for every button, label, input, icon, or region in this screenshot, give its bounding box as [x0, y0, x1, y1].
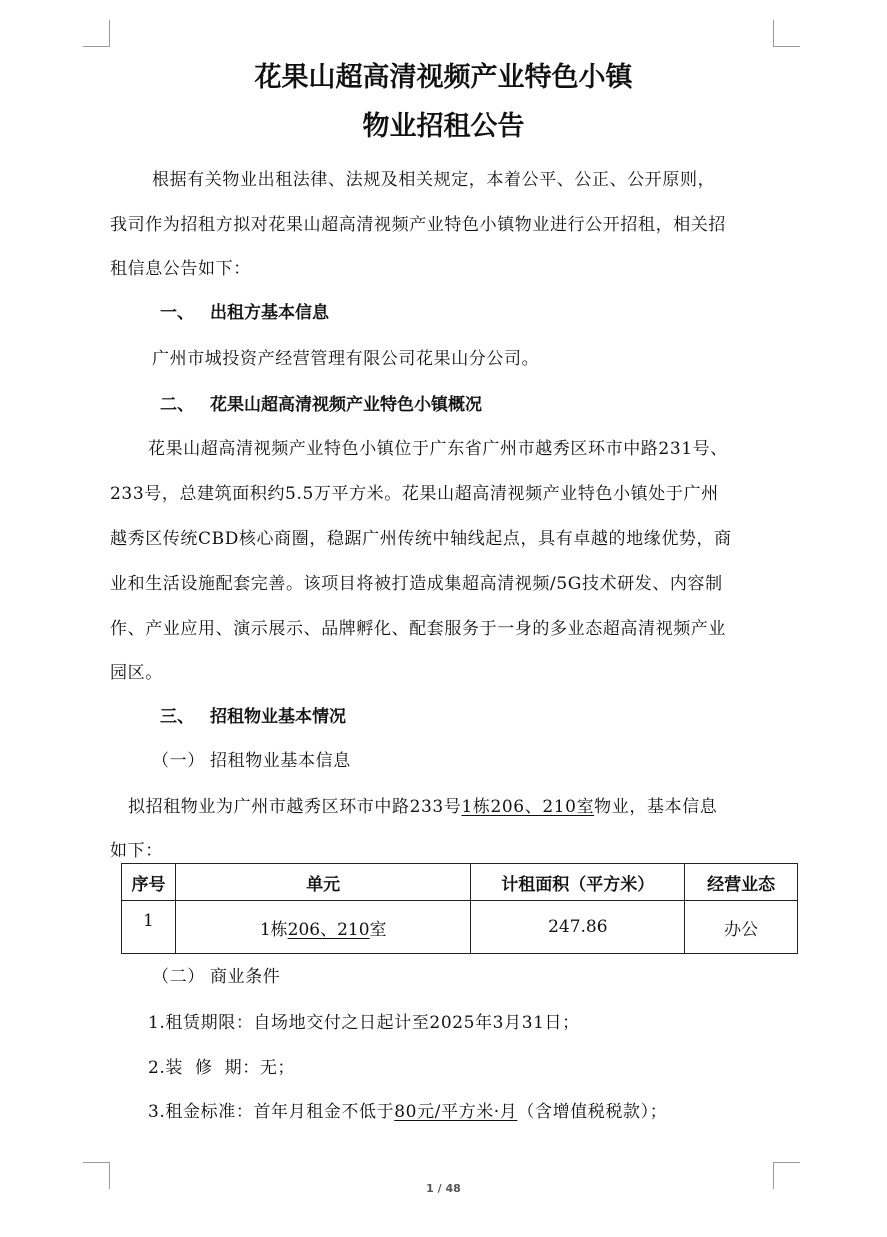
property-text-before: 拟招租物业为广州市越秀区环市中路233号: [128, 797, 462, 817]
subsection1-heading: [152, 746, 351, 771]
section2-line-3: 越秀区传统CBD核心商圈，稳踞广州传统中轴线起点，具有卓越的地缘优势，商: [110, 529, 732, 549]
rent-text-before: 3.租金标准：首年月租金不低于: [148, 1102, 395, 1122]
document-title-line1: 花果山超高清视频产业特色小镇: [254, 62, 633, 93]
intro-line-1: 根据有关物业出租法律、法规及相关规定，本着公平、公正、公开原则，: [152, 170, 716, 190]
condition-item-3: [148, 1097, 667, 1122]
condition-item-2: 2.装 修 期：无；: [148, 1058, 296, 1078]
intro-line-3: 租信息公告如下：: [110, 259, 251, 279]
intro-line-2: 我司作为招租方拟对花果山超高清视频产业特色小镇物业进行公开招租，相关招: [110, 215, 726, 235]
rent-price-underlined: 80元/平方米·月: [394, 1102, 518, 1122]
section2-title: 花果山超高清视频产业特色小镇概况: [210, 395, 482, 415]
section1-text: 广州市城投资产经营管理有限公司花果山分公司。: [152, 349, 540, 369]
section2-line-6: 园区。: [110, 663, 163, 683]
property-text-after: 物业，基本信息: [594, 797, 718, 817]
table-row: [122, 901, 798, 954]
property-description-line-2: 如下：: [110, 841, 163, 861]
condition-item-1: 1.租赁期限：自场地交付之日起计至2025年3月31日；: [148, 1013, 580, 1033]
document-title-line2: 物业招租公告: [362, 111, 525, 142]
section2-line-4: 业和生活设施配套完善。该项目将被打造成集超高清视频/5G技术研发、内容制: [110, 574, 723, 594]
table-header-area: 计租面积（平方米）: [471, 864, 685, 901]
unit-suffix: 室: [369, 919, 387, 940]
table-header-row: [122, 864, 798, 901]
property-units-underlined: 1栋206、210室: [461, 797, 595, 817]
table-header-use: 经营业态: [685, 864, 798, 901]
table-header-index: 序号: [122, 864, 176, 901]
section2-heading: [160, 390, 482, 415]
section3-heading: [160, 702, 346, 727]
crop-mark-top-left: [83, 20, 110, 47]
subsection1-title: 招租物业基本信息: [210, 751, 351, 771]
section1-heading: [160, 298, 329, 323]
table-cell-use: 办公: [685, 901, 798, 954]
section3-title: 招租物业基本情况: [210, 707, 346, 727]
table-header-unit: 单元: [175, 864, 471, 901]
property-description-line-1: [128, 792, 717, 817]
subsection2-heading: [152, 962, 280, 987]
rent-text-after: （含增值税税款）；: [517, 1102, 668, 1122]
page-number: 1 / 48: [426, 1182, 461, 1195]
subsection2-title: 商业条件: [210, 967, 281, 987]
section2-number: 二、: [160, 395, 194, 415]
unit-prefix: 1栋: [259, 919, 288, 940]
table-cell-index: 1: [122, 901, 176, 954]
property-table: [121, 863, 798, 954]
section2-line-1: 花果山超高清视频产业特色小镇位于广东省广州市越秀区环市中路231号、: [148, 439, 728, 459]
subsection1-number: （一）: [152, 751, 205, 771]
unit-rooms-underlined: 206、210: [287, 919, 370, 940]
section2-line-2: 233号，总建筑面积约5.5万平方米。花果山超高清视频产业特色小镇处于广州: [110, 484, 719, 504]
section1-number: 一、: [160, 303, 194, 323]
section2-line-5: 作、产业应用、演示展示、品牌孵化、配套服务于一身的多业态超高清视频产业: [110, 619, 726, 639]
table-cell-area: 247.86: [471, 901, 685, 954]
section3-number: 三、: [160, 707, 194, 727]
table-cell-unit: [175, 901, 471, 954]
subsection2-number: （二）: [152, 967, 205, 987]
section1-title: 出租方基本信息: [210, 303, 329, 323]
crop-mark-top-right: [773, 20, 800, 47]
